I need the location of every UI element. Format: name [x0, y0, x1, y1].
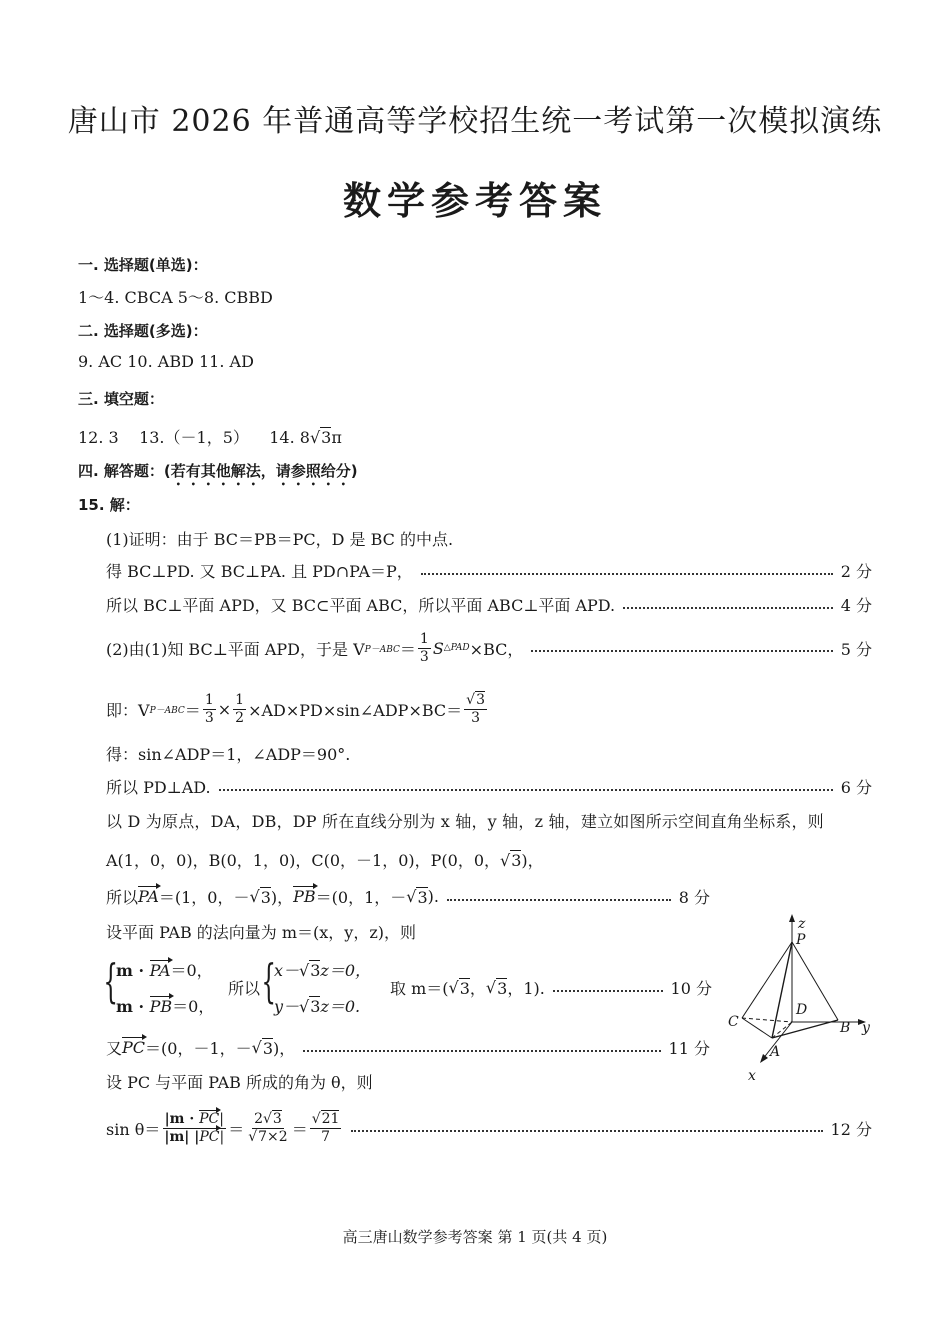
fraction-one-third: $\frac{1}{3}$	[419, 631, 429, 665]
perpendicular-line: 所以 PD⊥AD. 6 分	[106, 775, 872, 798]
label-a: A	[770, 1044, 781, 1060]
label-z: z	[798, 916, 806, 932]
grading-note: 若有其他解法，请参照给分	[170, 462, 351, 480]
score-5: 5 分	[840, 639, 872, 659]
normal-vector-choice: 取 m＝( √ 3 ， √ 3 ，1). 10 分	[390, 978, 712, 998]
fill-blank-answers	[78, 425, 342, 448]
label-d: D	[796, 1002, 808, 1018]
question-15-label: 15. 解：	[78, 496, 140, 514]
vectors-line: 所以 PA ＝(1，0，－ √ 3 )， PB ＝(0，1，－ √ 3 ). 8 分	[106, 887, 710, 907]
proof-line-1: (1)证明：由于 BC＝PB＝PC，D 是 BC 的中点.	[106, 530, 454, 549]
pyramid-figure	[720, 910, 880, 1085]
answer-14: 14. 8√3π	[269, 428, 342, 447]
coordinates-line: A(1，0，0)，B(0，1，0)，C(0，－1，0)，P(0，0，√3)，	[106, 851, 544, 870]
section-heading-multi-choice: 二. 选择题(多选)：	[78, 322, 208, 340]
label-c: C	[728, 1014, 739, 1030]
normal-vector-line: 设平面 PAB 的法向量为 m＝(x，y，z)，则	[106, 923, 417, 942]
proof-line-3: 所以 BC⊥平面 APD，又 BC⊂平面 ABC，所以平面 ABC⊥平面 APD. 4 分	[106, 593, 872, 616]
score-6: 6 分	[840, 778, 872, 797]
angle-theta-line: 设 PC 与平面 PAB 所成的角为 θ，则	[106, 1073, 373, 1092]
volume-equation-line: 即：V P－ABC ＝ $\frac{1}{3}$ × $\frac{1}{2}$ ×AD×PD×sin∠ADP×BC＝ $\frac{√3}{3}$	[106, 692, 485, 726]
label-p: P	[796, 932, 806, 948]
label-y: y	[862, 1020, 870, 1036]
equation-system: { m · PA＝0， m · PB＝0， 所以 { x－√3z＝0， y－√3z＝0. 取 m＝( √ 3 ， √ 3 ，1). 10 分	[103, 954, 712, 1016]
score-11: 11 分	[668, 1039, 710, 1058]
score-8: 8 分	[678, 888, 710, 907]
volume-line: (2)由(1)知 BC⊥平面 APD，于是 V P－ABC ＝ $\frac{1}{3}$ S △PAD ×BC， 5 分	[106, 631, 872, 665]
page-footer: 高三唐山数学参考答案 第 1 页(共 4 页)	[342, 1228, 608, 1246]
angle-line: 得：sin∠ADP＝1，∠ADP＝90°.	[106, 745, 351, 764]
single-choice-answers: 1～4. CBCA 5～8. CBBD	[78, 288, 273, 307]
label-b: B	[840, 1020, 851, 1036]
section-heading-fill-blank: 三. 填空题：	[78, 390, 164, 408]
pc-vector-line: 又 PC ＝(0，－1，－ √ 3 )， 11 分	[106, 1038, 710, 1058]
proof-line-2: 得 BC⊥PD. 又 BC⊥PA. 且 PD∩PA＝P， 2 分	[106, 559, 872, 582]
answer-12: 12. 3	[78, 428, 119, 447]
coordinate-system-line: 以 D 为原点，DA，DB，DP 所在直线分别为 x 轴，y 轴，z 轴，建立如图所示空间直角坐标系，则	[106, 812, 824, 831]
answer-13: 13.（－1，5）	[139, 428, 249, 447]
section-heading-single-choice: 一. 选择题(单选)：	[78, 256, 208, 274]
multi-choice-answers: 9. AC 10. ABD 11. AD	[78, 352, 254, 371]
document-subtitle: 数学参考答案	[342, 179, 607, 223]
sine-result-line: sin θ＝ $\frac{|m \cdot PC|}{|m| |PC|}$ ＝ $\frac{2√3}{√7\times 2}$ ＝ $\frac{√21}{7}$ 12 分	[106, 1111, 872, 1145]
score-10: 10 分	[670, 979, 712, 998]
document-title: 唐山市 2026 年普通高等学校招生统一考试第一次模拟演练	[67, 104, 883, 139]
section-heading-solutions: 四. 解答题：(若有其他解法，请参照给分)	[78, 462, 358, 480]
score-4: 4 分	[840, 596, 872, 615]
score-12: 12 分	[830, 1119, 872, 1139]
label-x: x	[748, 1068, 756, 1084]
score-2: 2 分	[840, 562, 872, 581]
